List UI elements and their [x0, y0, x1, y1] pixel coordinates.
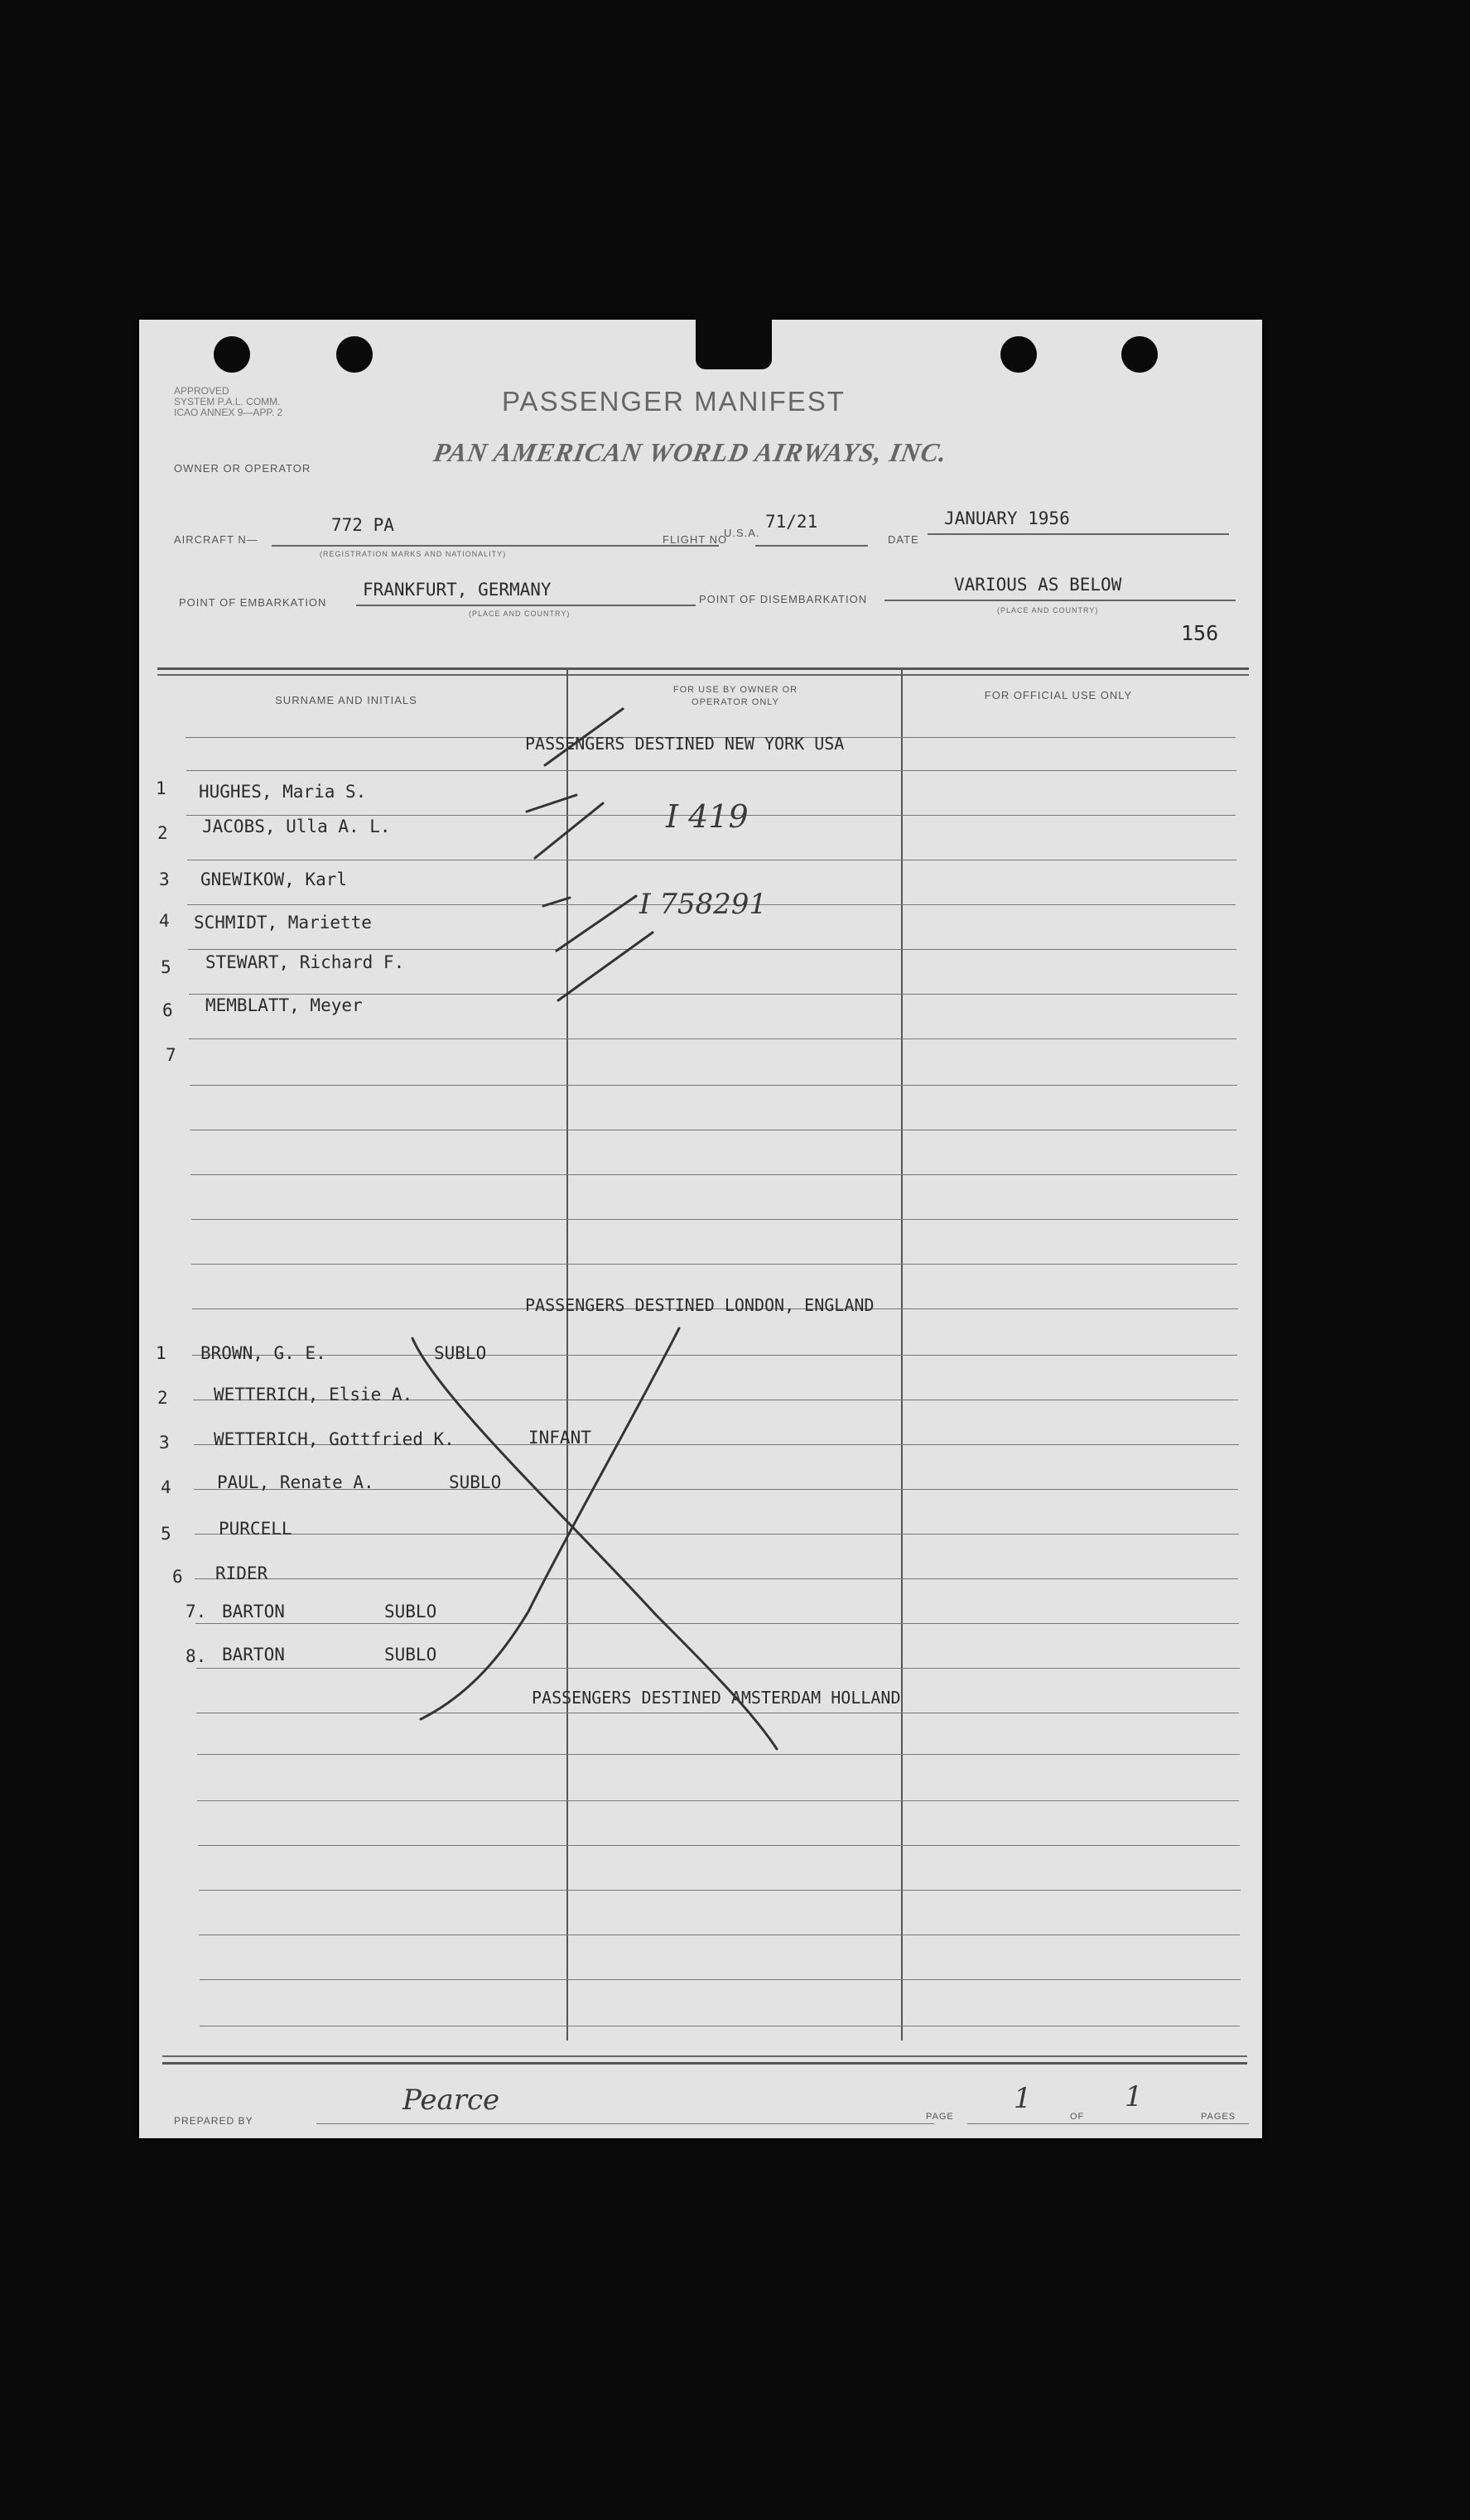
column-header-official: FOR OFFICIAL USE ONLY [984, 689, 1133, 701]
row-number: 2 [157, 823, 168, 843]
prepared-label: PREPARED BY [174, 2115, 253, 2127]
prepared-signature: Pearce [402, 2084, 500, 2117]
handwritten-annotation: I 419 [666, 798, 749, 835]
check-mark [558, 932, 653, 1000]
passenger-name: BARTON [222, 1602, 285, 1621]
page-label: PAGE [926, 2112, 954, 2122]
row-number: 4 [159, 911, 170, 931]
flight-value: 71/21 [765, 512, 818, 532]
passenger-name: MEMBLATT, Meyer [205, 995, 363, 1015]
aircraft-label: AIRCRAFT N— [174, 533, 258, 546]
passenger-name: JACOBS, Ulla A. L. [202, 817, 391, 836]
of-label: OF [1070, 2112, 1085, 2122]
check-mark [527, 795, 576, 812]
passenger-note: SUBLO [449, 1472, 502, 1492]
pen-strokes [139, 320, 1262, 2138]
row-number: 5 [161, 1524, 171, 1544]
approved-line: SYSTEM P.A.L. COMM. [174, 396, 281, 407]
section-heading: PASSENGERS DESTINED NEW YORK USA [525, 734, 845, 754]
passenger-name: RIDER [215, 1564, 268, 1583]
page-stamp: 156 [1181, 621, 1219, 645]
row-number: 8. [186, 1646, 207, 1666]
column-header-surname: SURNAME AND INITIALS [275, 694, 417, 706]
usa-label: U.S.A. [724, 527, 760, 539]
row-number: 1 [156, 778, 166, 798]
section-heading: PASSENGERS DESTINED AMSTERDAM HOLLAND [532, 1688, 901, 1708]
passenger-note: INFANT [528, 1428, 591, 1448]
disembarkation-label: POINT OF DISEMBARKATION [699, 593, 868, 605]
embarkation-label: POINT OF EMBARKATION [179, 596, 327, 609]
date-label: DATE [888, 533, 919, 546]
cross-out-stroke [421, 1328, 679, 1719]
column-header-owner: FOR USE BY OWNER OR OPERATOR ONLY [672, 685, 798, 707]
date-value: JANUARY 1956 [944, 508, 1070, 528]
check-mark [535, 803, 603, 858]
handwritten-annotation: I 758291 [639, 888, 768, 921]
passenger-name: SCHMIDT, Mariette [194, 913, 372, 932]
embarkation-value: FRANKFURT, GERMANY [363, 580, 552, 600]
row-number: 5 [161, 957, 171, 977]
passenger-name: WETTERICH, Elsie A. [214, 1385, 413, 1405]
passenger-name: BARTON [222, 1645, 285, 1665]
approved-line: ICAO ANNEX 9—APP. 2 [174, 407, 283, 418]
row-number: 7 [166, 1045, 176, 1065]
registration-caption: (REGISTRATION MARKS AND NATIONALITY) [320, 550, 507, 558]
passenger-note: SUBLO [384, 1602, 437, 1621]
passenger-note: SUBLO [434, 1343, 487, 1363]
check-mark [543, 898, 570, 906]
manifest-sheet [139, 320, 1262, 2138]
aircraft-value: 772 PA [331, 515, 394, 535]
owner-label: OWNER OR OPERATOR [174, 462, 311, 475]
page-number: 1 [1014, 2082, 1032, 2115]
disembarkation-value: VARIOUS AS BELOW [954, 575, 1122, 595]
approved-line: APPROVED [174, 385, 229, 397]
place-caption: (PLACE AND COUNTRY) [469, 610, 571, 618]
passenger-name: PAUL, Renate A. [217, 1472, 374, 1492]
place-caption: (PLACE AND COUNTRY) [997, 606, 1099, 614]
row-number: 3 [159, 1433, 170, 1453]
flight-label: FLIGHT NO [663, 533, 728, 546]
check-mark [557, 896, 636, 951]
form-title: PASSENGER MANIFEST [502, 386, 846, 417]
row-number: 7. [186, 1602, 207, 1621]
passenger-name: WETTERICH, Gottfried K. [214, 1429, 455, 1449]
passenger-name: HUGHES, Maria S. [199, 782, 367, 802]
row-number: 1 [156, 1343, 166, 1363]
pages-label: PAGES [1201, 2112, 1236, 2122]
page-total: 1 [1125, 2080, 1143, 2113]
row-number: 6 [172, 1567, 183, 1587]
passenger-name: BROWN, G. E. [200, 1343, 326, 1363]
row-number: 6 [162, 1000, 173, 1020]
passenger-name: PURCELL [219, 1519, 292, 1539]
airline-name: PAN AMERICAN WORLD AIRWAYS, INC. [431, 437, 950, 467]
row-number: 2 [157, 1388, 168, 1408]
passenger-name: GNEWIKOW, Karl [200, 870, 348, 889]
passenger-name: STEWART, Richard F. [205, 952, 405, 972]
row-number: 3 [159, 870, 170, 889]
section-heading: PASSENGERS DESTINED LONDON, ENGLAND [525, 1295, 875, 1315]
row-number: 4 [161, 1477, 171, 1497]
check-mark [545, 709, 623, 765]
passenger-note: SUBLO [384, 1645, 437, 1665]
